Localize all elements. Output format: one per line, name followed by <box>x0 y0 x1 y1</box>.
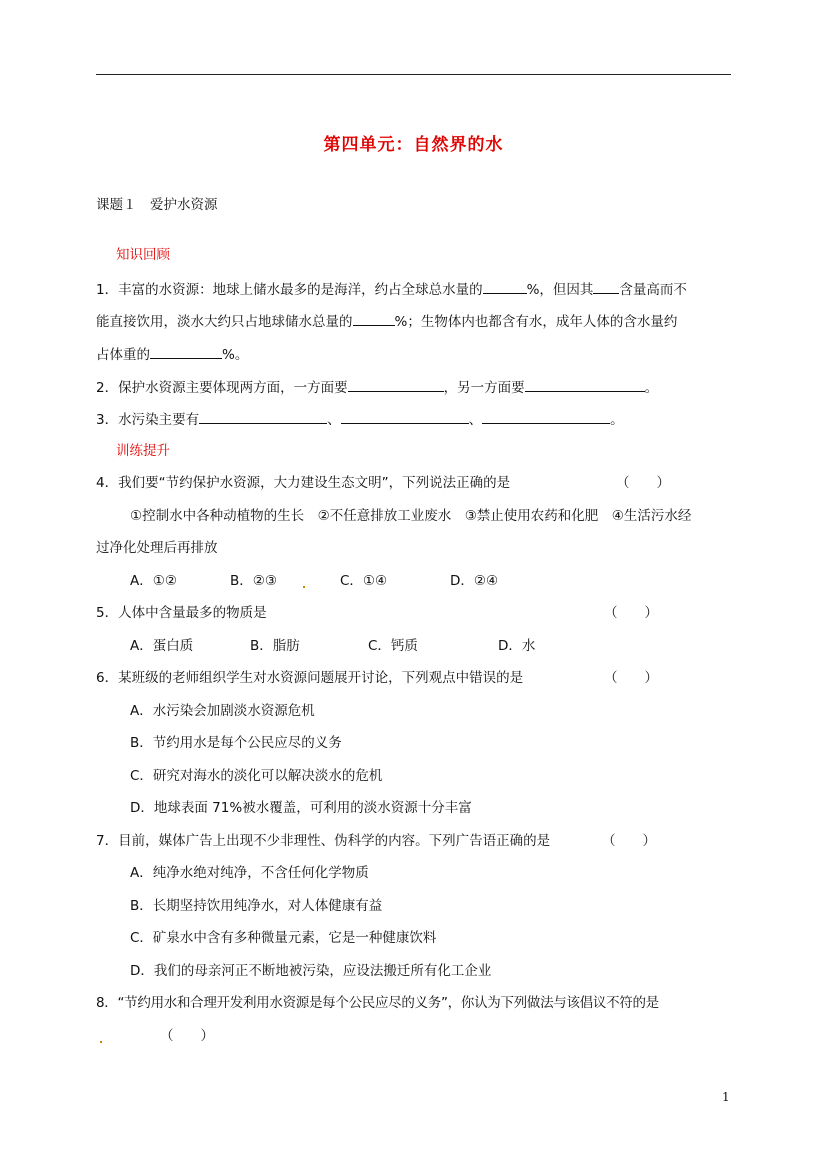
q1-text-c: 含量高而不 <box>619 282 687 298</box>
q1-text-g: %。 <box>222 347 249 363</box>
q1-text-e: %；生物体内也都含有水，成年人体的含水量约 <box>394 314 678 330</box>
question-2 <box>96 377 658 397</box>
q2-blank-1[interactable] <box>348 377 444 392</box>
question-7-stem: 7．目前，媒体广告上出现不少非理性、伪科学的内容。下列广告语正确的是 <box>96 833 551 849</box>
section-practice: 训练提升 <box>116 443 170 459</box>
question-5-stem: 5．人体中含量最多的物质是 <box>96 605 267 621</box>
q2-blank-2[interactable] <box>525 377 645 392</box>
question-8-stem: 8．“节约用水和合理开发利用水资源是每个公民应尽的义务”，你认为下列做法与该倡议不符的是 <box>96 995 659 1011</box>
q5-option-b[interactable]: B．脂肪 <box>250 638 300 654</box>
q7-option-c[interactable]: C．矿泉水中含有多种微量元素，它是一种健康饮料 <box>130 930 437 946</box>
page-number: 1 <box>722 1090 730 1104</box>
q2-text-a: 2．保护水资源主要体现两方面，一方面要 <box>96 380 348 396</box>
question-6-stem: 6．某班级的老师组织学生对水资源问题展开讨论，下列观点中错误的是 <box>96 670 524 686</box>
q1-text-f: 占体重的 <box>96 347 150 363</box>
question-7-answer-paren[interactable]: （ ） <box>602 833 656 849</box>
q5-option-a[interactable]: A．蛋白质 <box>130 638 194 654</box>
q6-option-b[interactable]: B．节约用水是每个公民应尽的义务 <box>130 735 342 751</box>
q6-option-d[interactable]: D．地球表面 71%被水覆盖，可利用的淡水资源十分丰富 <box>130 800 472 816</box>
stray-dot-mark <box>303 586 305 588</box>
question-4-stem: 4．我们要“节约保护水资源，大力建设生态文明”，下列说法正确的是 <box>96 475 511 491</box>
q7-option-b[interactable]: B．长期坚持饮用纯净水，对人体健康有益 <box>130 898 383 914</box>
q1-blank-2[interactable] <box>593 279 619 294</box>
q3-text-c: 、 <box>468 412 483 428</box>
q6-option-c[interactable]: C．研究对海水的淡化可以解决淡水的危机 <box>130 768 383 784</box>
question-4-items-line-2: 过净化处理后再排放 <box>96 540 218 556</box>
page-title: 第四单元：自然界的水 <box>323 135 504 155</box>
question-8-answer-paren[interactable]: （ ） <box>160 1028 214 1044</box>
q2-text-c: 。 <box>644 380 659 396</box>
q3-text-b: 、 <box>327 412 341 428</box>
question-3 <box>96 409 624 429</box>
q1-blank-4[interactable] <box>150 344 222 359</box>
q1-text-d: 能直接饮用，淡水大约只占地球储水总量的 <box>96 314 353 330</box>
q1-text-a: 1．丰富的水资源：地球上储水最多的是海洋，约占全球总水量的 <box>96 282 483 298</box>
q5-option-d[interactable]: D．水 <box>498 638 536 654</box>
q1-blank-3[interactable] <box>353 311 395 326</box>
q3-text-a: 3．水污染主要有 <box>96 412 200 428</box>
question-4-answer-paren[interactable]: （ ） <box>616 475 670 491</box>
q6-option-a[interactable]: A．水污染会加剧淡水资源危机 <box>130 703 315 719</box>
q5-option-c[interactable]: C．钙质 <box>368 638 418 654</box>
q4-option-b[interactable]: B．②③ <box>230 573 277 589</box>
question-5-answer-paren[interactable]: （ ） <box>604 605 658 621</box>
q3-blank-1[interactable] <box>199 409 327 424</box>
q1-blank-1[interactable] <box>483 279 527 294</box>
q3-blank-3[interactable] <box>482 409 610 424</box>
q4-option-a[interactable]: A．①② <box>130 573 177 589</box>
header-rule <box>96 74 731 75</box>
q2-text-b: ，另一方面要 <box>443 380 525 396</box>
q7-option-d[interactable]: D．我们的母亲河正不断地被污染，应设法搬迁所有化工企业 <box>130 963 492 979</box>
question-1-line-3 <box>96 344 248 364</box>
q7-option-a[interactable]: A．纯净水绝对纯净，不含任何化学物质 <box>130 865 369 881</box>
q4-option-d[interactable]: D．②④ <box>450 573 499 589</box>
q3-blank-2[interactable] <box>341 409 469 424</box>
stray-dot-mark-2 <box>100 1041 102 1043</box>
section-review: 知识回顾 <box>116 247 170 263</box>
q4-option-c[interactable]: C．①④ <box>340 573 388 589</box>
question-6-answer-paren[interactable]: （ ） <box>604 670 658 686</box>
question-4-items-line-1: ①控制水中各种动植物的生长 ②不任意排放工业废水 ③禁止使用农药和化肥 ④生活污水经 <box>130 508 692 524</box>
q1-text-b: %，但因其 <box>526 282 594 298</box>
q3-text-d: 。 <box>610 412 624 428</box>
lesson-heading: 课题１ 爱护水资源 <box>96 197 218 213</box>
question-1-line-1 <box>96 279 687 299</box>
question-1-line-2 <box>96 311 677 331</box>
